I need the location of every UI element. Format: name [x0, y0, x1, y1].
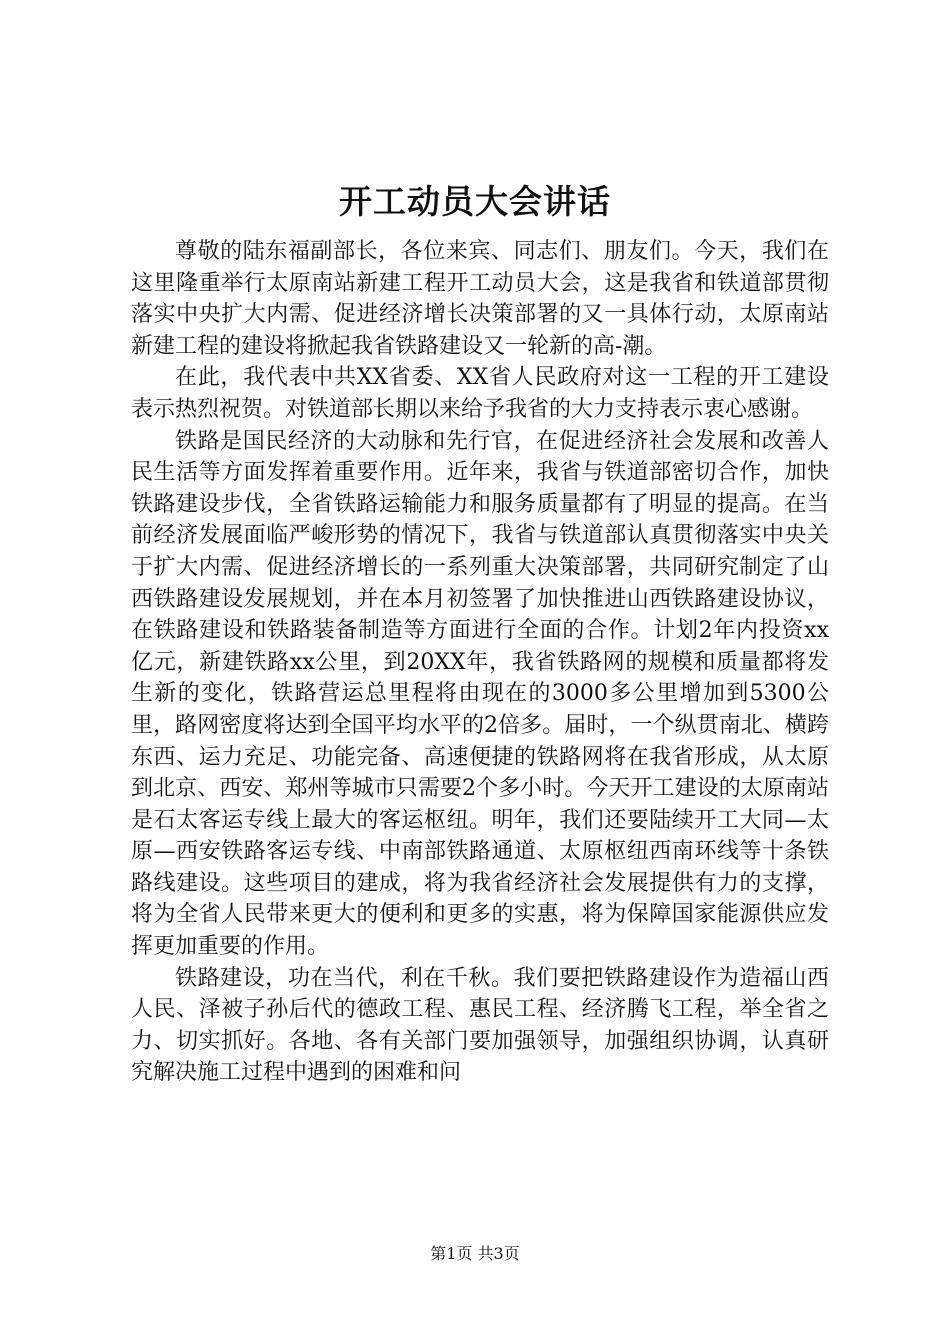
document-body — [131, 236, 829, 1089]
paragraph: 在此，我代表中共XX省委、XX省人民政府对这一工程的开工建设表示热烈祝贺。对铁道部长期以来给予我省的大力支持表示衷心感谢。 — [131, 365, 829, 422]
page-footer: 第1页 共3页 — [430, 1244, 520, 1263]
paragraph: 尊敬的陆东福副部长，各位来宾、同志们、朋友们。今天，我们在这里隆重举行太原南站新建工程开工动员大会，这是我省和铁道部贯彻落实中央扩大内需、促进经济增长决策部署的又一具体行动，太原南站新建工程的建设将掀起我省铁路建设又一轮新的高-潮。 — [131, 239, 829, 359]
paragraph: 铁路建设，功在当代，利在千秋。我们要把铁路建设作为造福山西人民、泽被子孙后代的德政工程、惠民工程、经济腾飞工程，举全省之力、切实抓好。各地、各有关部门要加强领导，加强组织协调，认真研究解决施工过程中遇到的困难和问 — [131, 965, 829, 1086]
paragraph: 铁路是国民经济的大动脉和先行官，在促进经济社会发展和改善人民生活等方面发挥着重要作用。近年来，我省与铁道部密切合作，加快铁路建设步伐，全省铁路运输能力和服务质量都有了明显的提高。在当前经济发展面临严峻形势的情况下，我省与铁道部认真贯彻落实中央关于扩大内需、促进经济增长的一系列重大决策部署，共同研究制定了山西铁路建设发展规划，并在本月初签署了加快推进山西铁路建设协议，在铁路建设和铁路装备制造等方面进行全面的合作。计划2年内投资xx亿元，新建铁路xx公里，到20XX年，我省铁路网的规模和质量都将发生新的变化，铁路营运总里程将由现在的3000多公里增加到5300公里，路网密度将达到全国平均水平的2倍多。届时，一个纵贯南北、横跨东西、运力充足、功能完备、高速便捷的铁路网将在我省形成，从太原到北京、西安、郑州等城市只需要2个多小时。今天开工建设的太原南站是石太客运专线上最大的客运枢纽。明年，我们还要陆续开工大同—太原—西安铁路客运专线、中南部铁路通道、太原枢纽西南环线等十条铁路线建设。这些项目的建成，将为我省经济社会发展提供有力的支撑，将为全省人民带来更大的便利和更多的实惠，将为保障国家能源供应发挥更加重要的作用。 — [131, 428, 829, 960]
document-title: 开工动员大会讲话 — [339, 182, 611, 221]
